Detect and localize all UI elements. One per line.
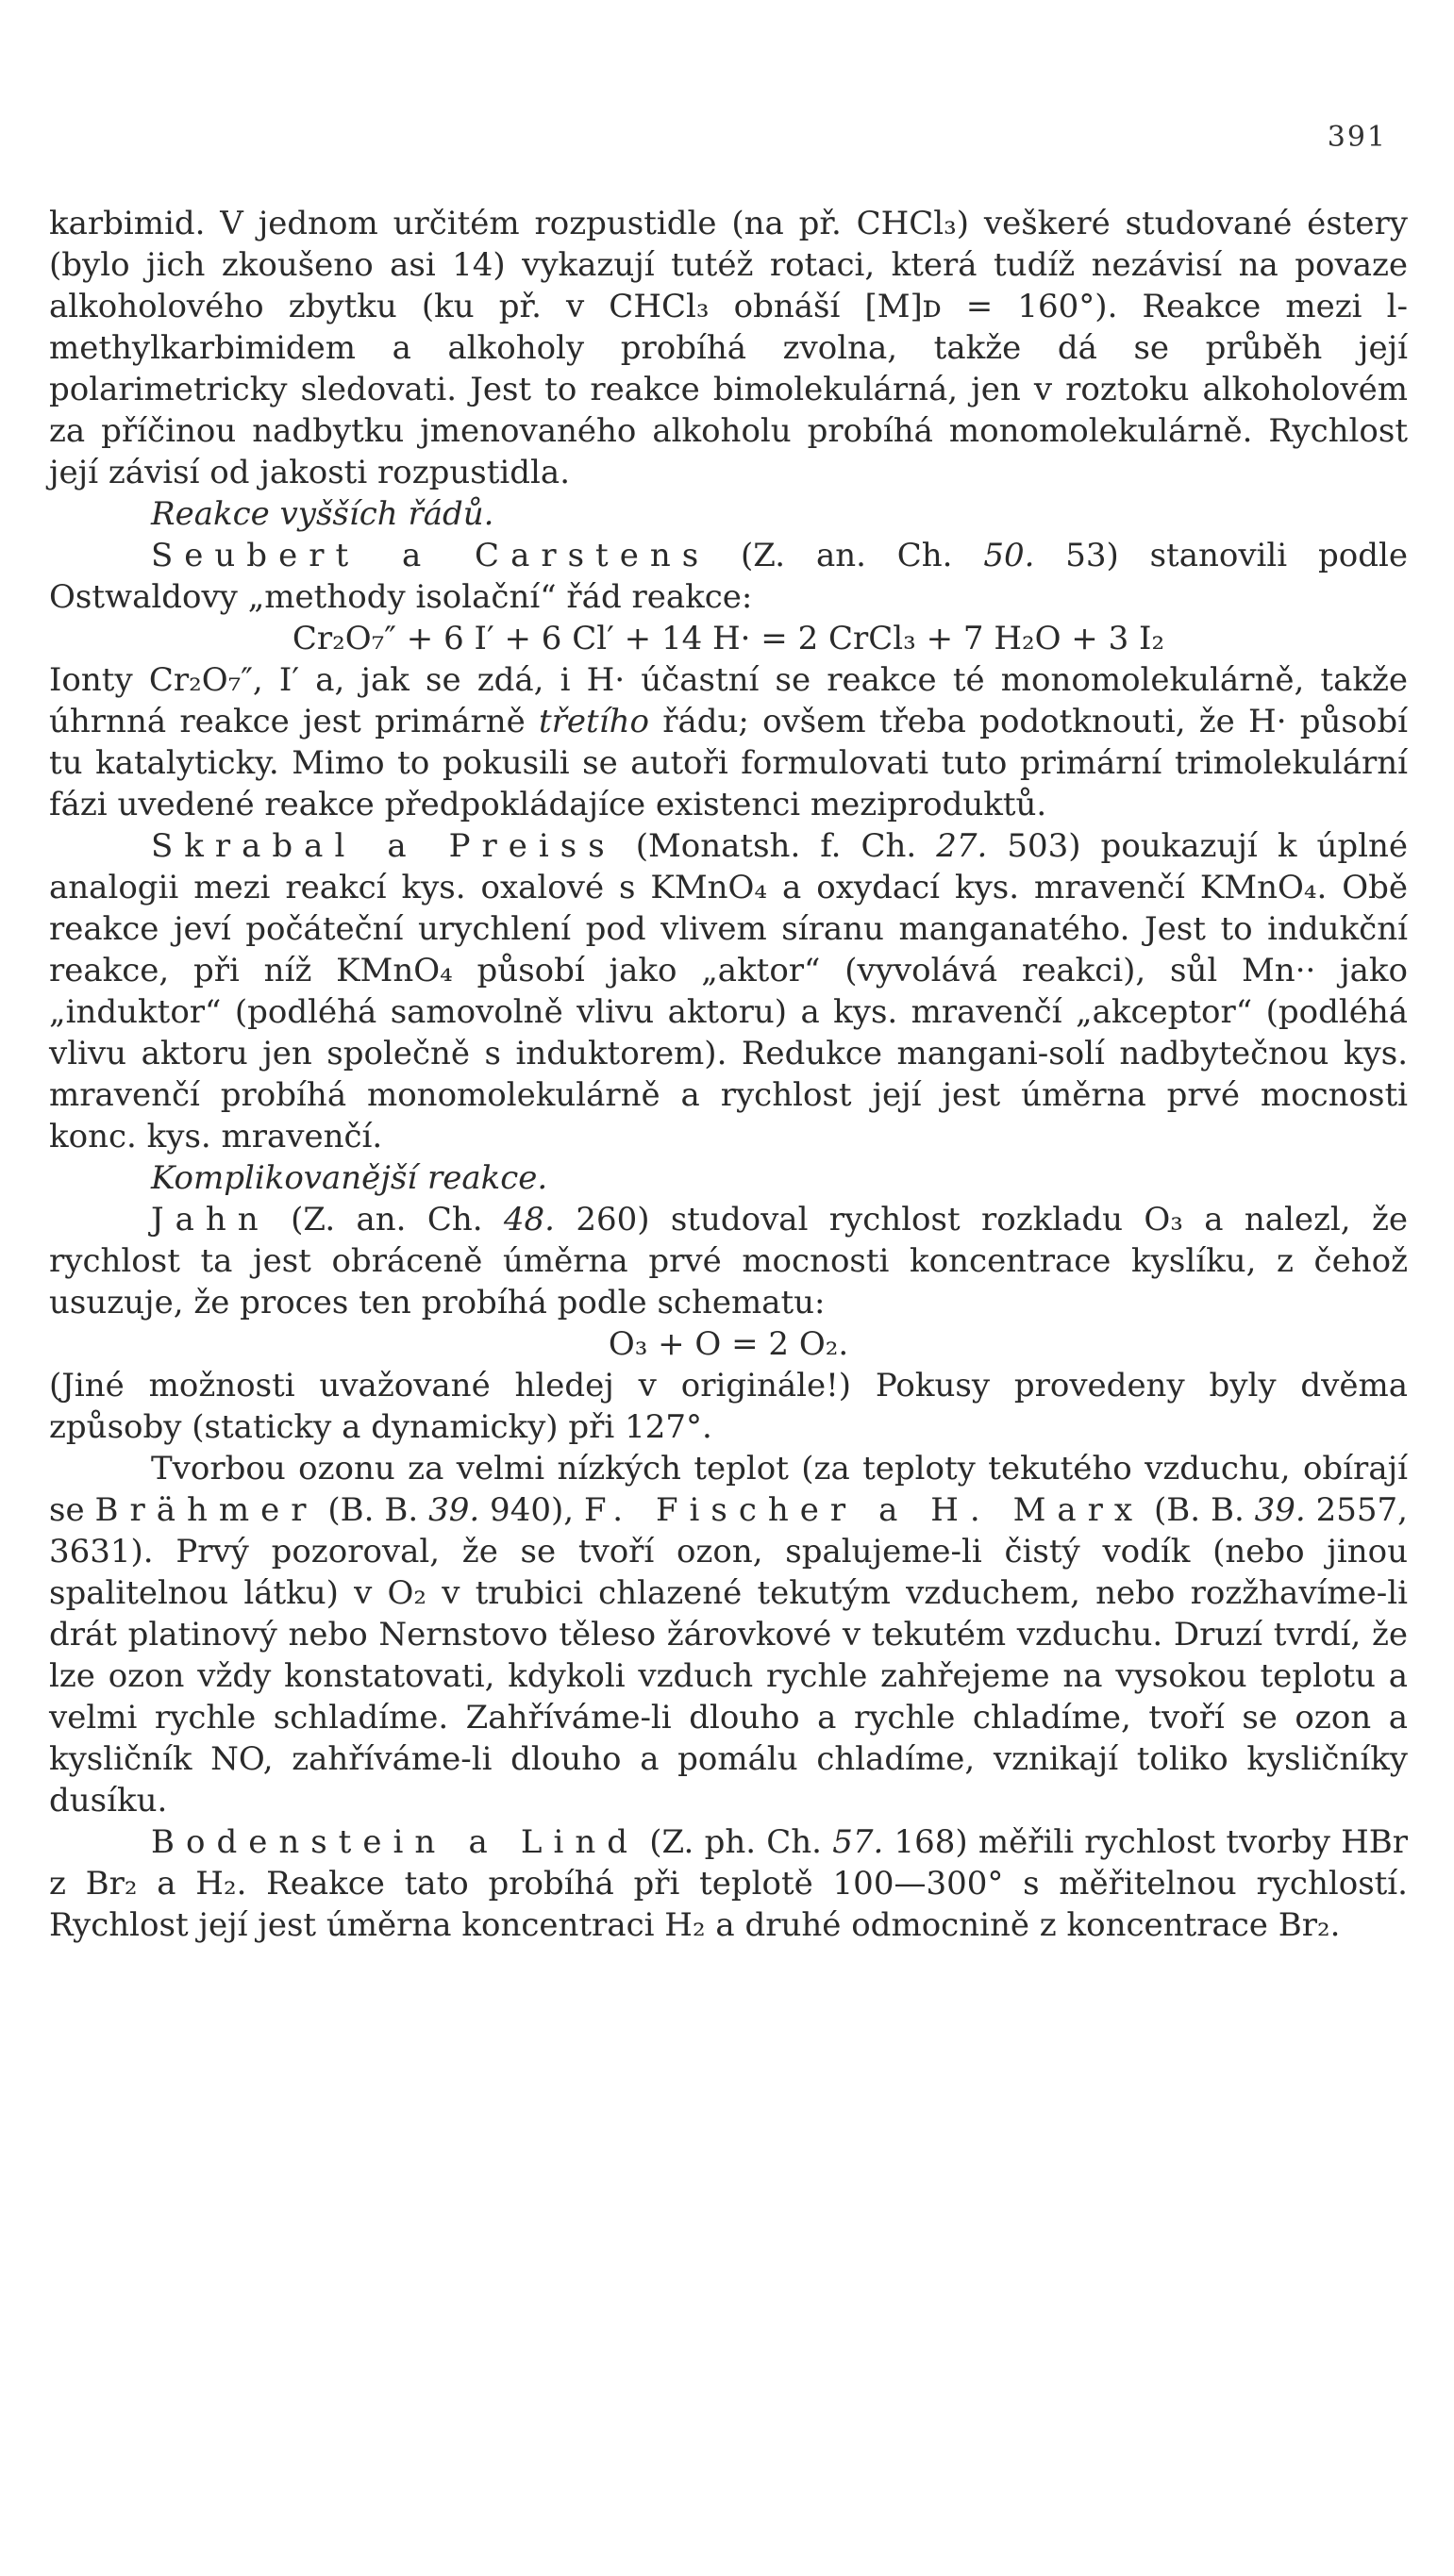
paragraph-text: 2557, 3631). Prvý pozoroval, že se tvoří ozon, spalujeme-li čistý vodík (nebo jinou spalitelnou látku) v O₂ v trubici chlazené tekutým vzduchem, nebo rozžhavíme-li drát platinový nebo Nernstovo těleso žárovkové v tekutém vzduchu. Druzí tvrdí, že lze ozon vždy konstatovati, kdykoli vzduch rychle zahřejeme na vysokou teplotu a velmi rychle schladíme. Zahříváme-li dlouho a rychle chladíme, tvoří se ozon a kysličník NO, zahříváme-li dlouho a pomálu chladíme, vznikají toliko kysličníky dusíku. xyxy=(49,1491,1408,1820)
citation: 940), xyxy=(479,1491,584,1529)
citation: (Z. an. Ch. xyxy=(741,537,984,574)
paragraph-text: 503) poukazují k úplné analogii mezi reakcí kys. oxalové s KMnO₄ a oxydací kys. mravenčí KMnO₄. Obě reakce jeví počáteční urychlení pod vlivem síranu manganatého. Jest to indukční reakce, při níž KMnO₄ působí jako „aktor“ (vyvolává reakci), sůl Mn·· jako „induktor“ (podléhá samovolně vlivu aktoru) a kys. mravenčí „akceptor“ (podléhá vlivu aktoru jen společně s induktorem). Redukce mangani-solí nadbytečnou kys. mravenčí probíhá monomolekulárně a rychlost její jest úměrna prvé mocnosti konc. kys. mravenčí. xyxy=(49,827,1409,1155)
author-names: Skrabal a Preiss xyxy=(151,827,616,865)
section-heading-higher-order: Reakce vyšších řádů. xyxy=(151,495,494,533)
citation-volume: 50. xyxy=(983,537,1035,574)
citation-volume: 39. xyxy=(428,1491,480,1529)
paragraph-text: řádu; ovšem třeba podotknouti, že H· působí tu katalyticky. Mimo to pokusili se autoři formulovati tuto primární trimolekulární fázi uvedené reakce předpokládajíce existenci meziproduktů. xyxy=(49,703,1408,823)
paragraph-text: 168) měřili rychlost tvorby HBr z Br₂ a H₂. Reakce tato probíhá při teplotě 100—300° s měřitelnou rychlostí. Rychlost její jest úměrna koncentraci H₂ a druhé odmocnině z koncentrace Br₂. xyxy=(49,1823,1409,1944)
paragraph-bodenstein xyxy=(49,1821,1408,1946)
citation-volume: 27. xyxy=(936,827,988,865)
book-page xyxy=(49,0,1408,2576)
citation-volume: 39. xyxy=(1254,1491,1306,1529)
citation: (Z. ph. Ch. xyxy=(649,1823,833,1861)
section-heading-complex: Komplikovanější reakce. xyxy=(151,1159,548,1197)
author-names: Jahn xyxy=(151,1201,270,1238)
citation: (Z. an. Ch. xyxy=(291,1201,504,1238)
citation: (Monatsh. f. Ch. xyxy=(635,827,937,865)
paragraph-text: Ionty Cr₂O₇″, I′ a, jak se zdá, i H· účastní se reakce té monomolekulárně, takže úhrnná reakce jest primárně xyxy=(49,661,1408,740)
equation-ozone: O₃ + O = 2 O₂. xyxy=(608,1325,849,1363)
emphasis-tretiho: třetího xyxy=(539,703,649,740)
paragraph-text: Tvorbou ozonu za velmi nízkých teplot (za teploty tekutého vzduchu, obírají se xyxy=(49,1450,1408,1529)
paragraph-intro: karbimid. V jednom určitém rozpustidle (na př. CHCl₃) veškeré studované éstery (bylo jich zkoušeno asi 14) vykazují tutéž rotaci, která tudíž nezávisí na povaze alkoholového zbytku (ku př. v CHCl₃ obnáší [M]ᴅ = 160°). Reakce mezi l-methylkarbimidem a alkoholy probíhá zvolna, takže dá se průběh její polarimetricky sledovati. Jest to reakce bimolekulárná, jen v roztoku alkoholovém za příčinou nadbytku jmenovaného alkoholu probíhá monomolekulárně. Rychlost její závisí od jakosti rozpustidla. xyxy=(49,205,1408,491)
paragraph-seubert xyxy=(49,535,1408,618)
paragraph-experiments: (Jiné možnosti uvažované hledej v originále!) Pokusy provedeny byly dvěma způsoby (staticky a dynamicky) při 127°. xyxy=(49,1367,1408,1446)
paragraph-text: 260) studoval rychlost rozkladu O₃ a nalezl, že rychlost ta jest obráceně úměrna prvé mocnosti koncentrace kyslíku, z čehož usuzuje, že proces ten probíhá podle schematu: xyxy=(49,1201,1409,1321)
paragraph-ozone-formation xyxy=(49,1448,1408,1821)
equation-chromate: Cr₂O₇″ + 6 I′ + 6 Cl′ + 14 H· = 2 CrCl₃ + 7 H₂O + 3 I₂ xyxy=(292,620,1165,657)
paragraph-text: 53) stanovili podle Ostwaldovy „methody isolační“ řád reakce: xyxy=(49,537,1408,616)
citation: (B. B. xyxy=(317,1491,429,1529)
citation-volume: 48. xyxy=(503,1201,555,1238)
citation-volume: 57. xyxy=(832,1823,884,1861)
page-body xyxy=(49,203,1408,1946)
author-names: F. Fischer a H. Marx xyxy=(583,1491,1145,1529)
page-number: 391 xyxy=(1327,121,1387,154)
paragraph-skrabal xyxy=(49,825,1408,1157)
author-names: Seubert a Carstens xyxy=(151,537,710,574)
citation: (B. B. xyxy=(1144,1491,1255,1529)
paragraph-jahn xyxy=(49,1199,1408,1323)
author-names: Brähmer xyxy=(94,1491,318,1529)
author-names: Bodenstein a Lind xyxy=(151,1823,640,1861)
paragraph-ions xyxy=(49,659,1408,825)
